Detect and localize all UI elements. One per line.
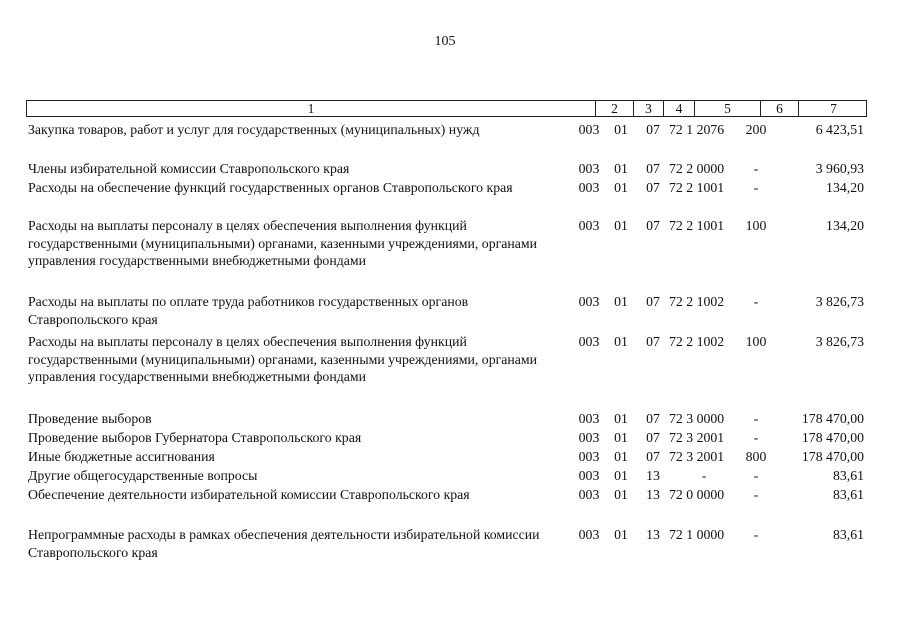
page-number: 105	[434, 34, 456, 49]
row-col-3: 01	[614, 334, 628, 349]
row-col-6: -	[753, 180, 759, 195]
table-row	[28, 293, 868, 331]
row-col-2: 003	[578, 411, 600, 426]
row-col-6: -	[753, 411, 759, 426]
table-row	[28, 429, 868, 449]
row-col-3: 01	[614, 527, 628, 542]
row-col-3: 01	[614, 411, 628, 426]
row-name: Обеспечение деятельности избирательной комиссии Ставропольского края	[28, 487, 470, 502]
row-col-7: 3 960,93	[815, 161, 864, 176]
row-col-4: 13	[646, 468, 660, 483]
row-col-5: 72 3 2001	[669, 430, 725, 445]
row-col-7: 83,61	[832, 468, 864, 483]
row-name: Расходы на выплаты по оплате труда работников государственных органов Ставропольского края	[28, 294, 469, 327]
row-col-4: 13	[646, 527, 660, 542]
row-col-6: -	[753, 430, 759, 445]
table-row	[28, 179, 868, 199]
row-col-4: 07	[646, 334, 660, 349]
header-col-7: 7	[798, 101, 868, 116]
table-row	[28, 121, 868, 141]
row-col-4: 07	[646, 218, 660, 233]
header-col-2: 2	[595, 101, 633, 116]
header-col-4: 4	[663, 101, 694, 116]
row-col-3: 01	[614, 487, 628, 502]
row-col-6: 800	[745, 449, 767, 464]
row-col-7: 178 470,00	[801, 411, 864, 426]
row-col-6: -	[753, 294, 759, 309]
table-row	[28, 526, 868, 564]
row-name: Другие общегосударственные вопросы	[28, 468, 258, 483]
row-col-5: 72 2 0000	[669, 161, 725, 176]
row-col-5: 72 3 2001	[669, 449, 725, 464]
row-col-4: 07	[646, 449, 660, 464]
row-name: Проведение выборов	[28, 411, 152, 426]
row-col-7: 178 470,00	[801, 449, 864, 464]
row-col-6: -	[753, 527, 759, 542]
row-name: Члены избирательной комиссии Ставропольского края	[28, 161, 350, 176]
row-col-7: 3 826,73	[815, 294, 864, 309]
row-col-5: 72 0 0000	[669, 487, 725, 502]
row-col-2: 003	[578, 180, 600, 195]
row-col-6: -	[753, 468, 759, 483]
row-col-6: 200	[745, 122, 767, 137]
row-col-3: 01	[614, 218, 628, 233]
table-row	[28, 160, 868, 180]
row-col-2: 003	[578, 468, 600, 483]
row-col-4: 07	[646, 411, 660, 426]
row-col-7: 134,20	[826, 180, 864, 195]
row-col-4: 07	[646, 430, 660, 445]
table-row	[28, 333, 868, 389]
header-col-1: 1	[307, 101, 315, 116]
table-row	[28, 467, 868, 487]
row-col-7: 83,61	[832, 487, 864, 502]
row-col-3: 01	[614, 294, 628, 309]
row-col-2: 003	[578, 122, 600, 137]
row-col-3: 01	[614, 122, 628, 137]
row-col-5: -	[701, 468, 707, 483]
row-name: Иные бюджетные ассигнования	[28, 449, 215, 464]
row-col-3: 01	[614, 180, 628, 195]
row-col-5: 72 1 2076	[669, 122, 725, 137]
row-col-3: 01	[614, 161, 628, 176]
table-row	[28, 486, 868, 506]
table-row	[28, 410, 868, 430]
row-name: Непрограммные расходы в рамках обеспечения деятельности избирательной комиссии Ставропольского края	[28, 527, 540, 560]
row-col-4: 07	[646, 122, 660, 137]
row-col-2: 003	[578, 449, 600, 464]
row-col-6: 100	[745, 218, 767, 233]
row-col-5: 72 1 0000	[669, 527, 725, 542]
row-col-3: 01	[614, 468, 628, 483]
row-col-4: 13	[646, 487, 660, 502]
row-col-4: 07	[646, 294, 660, 309]
row-col-5: 72 2 1001	[669, 180, 725, 195]
row-col-5: 72 2 1002	[669, 294, 725, 309]
row-col-2: 003	[578, 218, 600, 233]
row-col-2: 003	[578, 527, 600, 542]
row-col-7: 134,20	[826, 218, 864, 233]
row-col-7: 83,61	[832, 527, 864, 542]
row-col-2: 003	[578, 161, 600, 176]
header-col-3: 3	[633, 101, 663, 116]
row-col-7: 178 470,00	[801, 430, 864, 445]
row-col-3: 01	[614, 430, 628, 445]
header-col-6: 6	[760, 101, 798, 116]
row-col-2: 003	[578, 430, 600, 445]
row-name: Расходы на обеспечение функций государственных органов Ставропольского края	[28, 180, 513, 195]
table-row	[28, 448, 868, 468]
row-col-4: 07	[646, 180, 660, 195]
row-col-5: 72 2 1001	[669, 218, 725, 233]
table-row	[28, 217, 868, 273]
row-col-2: 003	[578, 334, 600, 349]
row-col-2: 003	[578, 294, 600, 309]
row-col-6: 100	[745, 334, 767, 349]
row-col-5: 72 3 0000	[669, 411, 725, 426]
table-header	[26, 100, 867, 117]
row-col-5: 72 2 1002	[669, 334, 725, 349]
row-col-7: 6 423,51	[815, 122, 864, 137]
row-col-6: -	[753, 161, 759, 176]
row-name: Закупка товаров, работ и услуг для государственных (муниципальных) нужд	[28, 122, 480, 137]
row-col-6: -	[753, 487, 759, 502]
row-col-7: 3 826,73	[815, 334, 864, 349]
row-name: Расходы на выплаты персоналу в целях обеспечения выполнения функций государственными (муниципальными) органами, казенными учреждениями, органами управления государственными внебюджетными фондами	[28, 218, 538, 268]
row-name: Расходы на выплаты персоналу в целях обеспечения выполнения функций государственными (муниципальными) органами, казенными учреждениями, органами управления государственными внебюджетными фондами	[28, 334, 538, 384]
row-col-2: 003	[578, 487, 600, 502]
header-col-5: 5	[694, 101, 760, 116]
row-name: Проведение выборов Губернатора Ставропольского края	[28, 430, 362, 445]
row-col-3: 01	[614, 449, 628, 464]
row-col-4: 07	[646, 161, 660, 176]
